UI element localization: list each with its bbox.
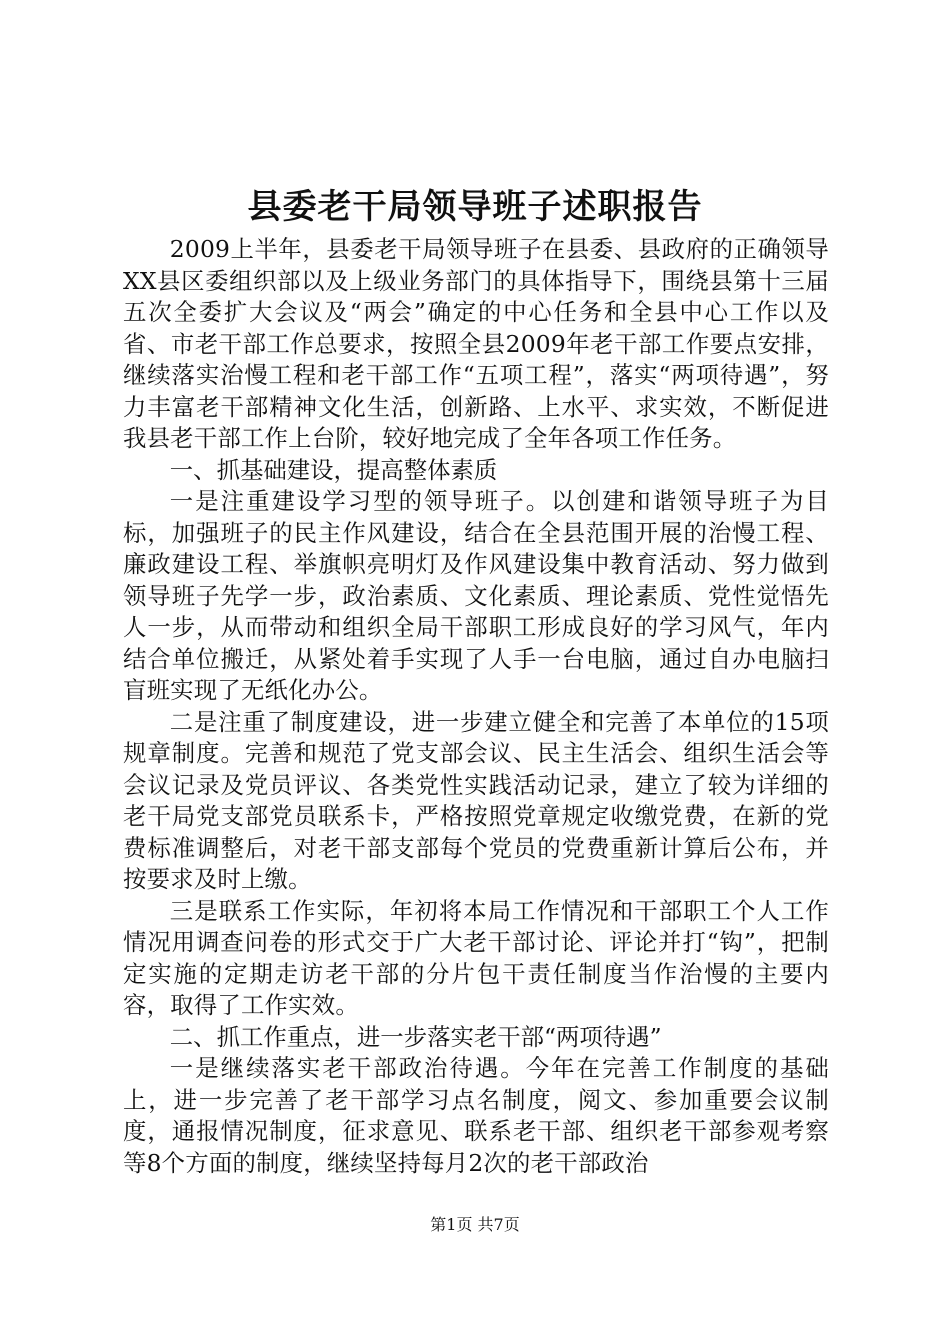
section-heading-1: 一、抓基础建设，提高整体素质 [169,455,498,484]
paragraph-1-2: 二是注重了制度建设，进一步建立健全和完善了本单位的15项规章制度。完善和规范了党支部会议、民主生活会、组织生活会等会议记录及党员评议、各类党性实践活动记录，建立了较为详细的老干局党支部党员联系卡，严格按照党章规定收缴党费，在新的党费标准调整后，对老干部支部每个党员的党费重新计算后公布，并按要求及时上缴。 [123,707,829,893]
paragraph-intro: 2009上半年，县委老干局领导班子在县委、县政府的正确领导XX县区委组织部以及上级业务部门的具体指导下，围绕县第十三届五次全委扩大会议及“两会”确定的中心任务和全县中心工作以及省、市老干部工作总要求，按照全县2009年老干部工作要点安排，继续落实治慢工程和老干部工作“五项工程”，落实“两项待遇”，努力丰富老干部精神文化生活，创新路、上水平、求实效，不断促进我县老干部工作上台阶，较好地完成了全年各项工作任务。 [123,235,829,452]
paragraph-2-1: 一是继续落实老干部政治待遇。今年在完善工作制度的基础上，进一步完善了老干部学习点名制度，阅文、参加重要会议制度，通报情况制度，征求意见、联系老干部、组织老干部参观考察等8个方面的制度，继续坚持每月2次的老干部政治 [123,1054,829,1177]
paragraph-1-1: 一是注重建设学习型的领导班子。以创建和谐领导班子为目标，加强班子的民主作风建设，结合在全县范围开展的治慢工程、廉政建设工程、举旗帜亮明灯及作风建设集中教育活动、努力做到领导班子先学一步，政治素质、文化素质、理论素质、党性觉悟先人一步，从而带动和组织全局干部职工形成良好的学习风气，年内结合单位搬迁，从紧处着手实现了人手一台电脑，通过自办电脑扫盲班实现了无纸化办公。 [123,487,829,704]
paragraph-1-3: 三是联系工作实际，年初将本局工作情况和干部职工个人工作情况用调查问卷的形式交于广大老干部讨论、评论并打“钩”，把制定实施的定期走访老干部的分片包干责任制度当作治慢的主要内容，取得了工作实效。 [123,896,829,1019]
page-footer: 第1页 共7页 [430,1215,520,1234]
document-title: 县委老干局领导班子述职报告 [247,187,703,227]
section-heading-2: 二、抓工作重点，进一步落实老干部“两项待遇” [169,1022,662,1051]
document-body [123,234,829,1179]
